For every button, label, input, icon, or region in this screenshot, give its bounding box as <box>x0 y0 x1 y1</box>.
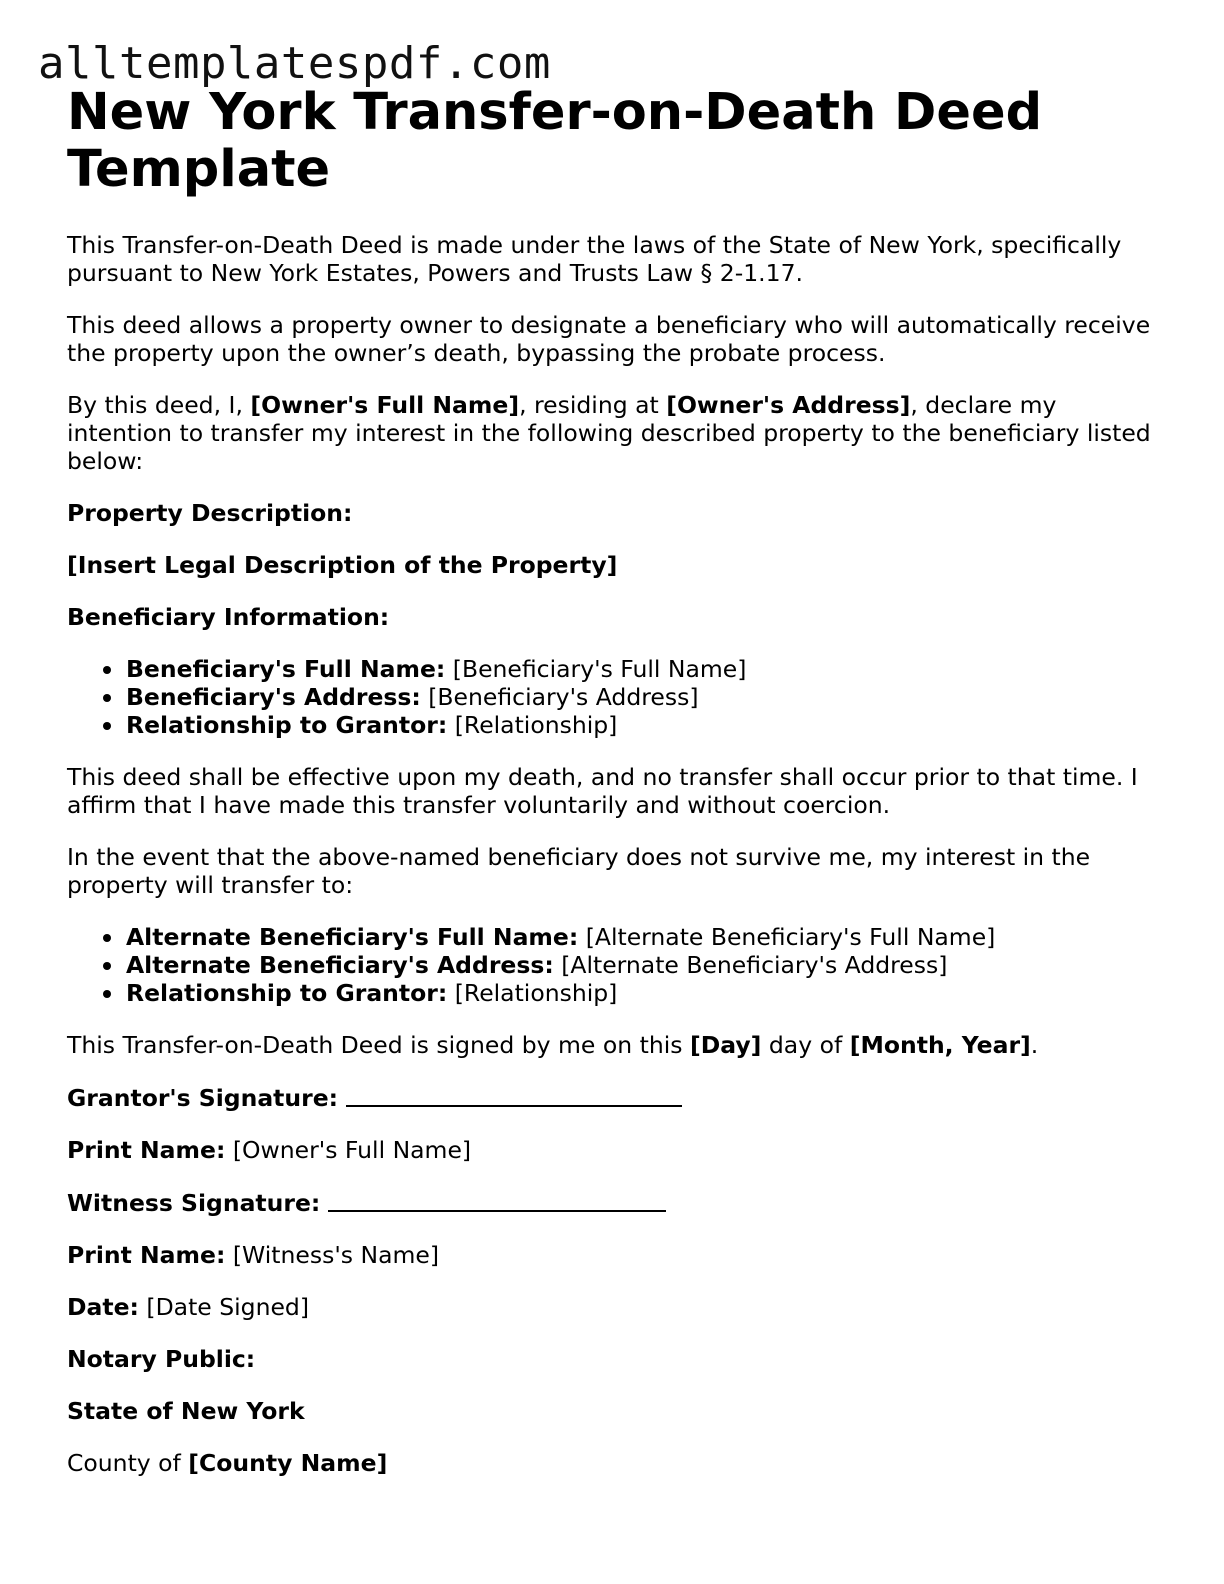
field-label: Beneficiary's Full Name: <box>126 655 446 683</box>
notary-heading: Notary Public: <box>67 1345 256 1373</box>
grantor-signature-label: Grantor's Signature: <box>67 1084 339 1112</box>
print-name-value: [Witness's Name] <box>225 1241 439 1269</box>
owner-address-placeholder: [Owner's Address] <box>666 391 911 419</box>
property-heading: Property Description: <box>67 499 353 527</box>
field-value: [Relationship] <box>447 711 618 739</box>
list-item <box>126 655 1157 683</box>
field-value: [Alternate Beneficiary's Full Name] <box>578 923 996 951</box>
intro-paragraph: This Transfer-on-Death Deed is made under the laws of the State of New York, specifically pursuant to New York Estates, Powers and Trusts Law § 2-1.17. <box>67 231 1122 287</box>
beneficiary-heading: Beneficiary Information: <box>67 603 390 631</box>
print-name-value: [Owner's Full Name] <box>225 1136 472 1164</box>
field-label: Relationship to Grantor: <box>126 979 448 1007</box>
field-label: Alternate Beneficiary's Address: <box>126 951 554 979</box>
alternate-intro-paragraph: In the event that the above-named beneficiary does not survive me, my interest in the property will transfer to: <box>67 843 1091 899</box>
effective-paragraph: This deed shall be effective upon my death, and no transfer shall occur prior to that time. I affirm that I have made this transfer voluntarily and without coercion. <box>67 763 1138 819</box>
owner-name-placeholder: [Owner's Full Name] <box>250 391 520 419</box>
witness-print-name-row <box>67 1241 1157 1269</box>
county-prefix: County of <box>67 1449 189 1477</box>
declaration-paragraph <box>67 391 1157 475</box>
state-heading: State of New York <box>67 1397 305 1425</box>
field-value: [Beneficiary's Full Name] <box>445 655 747 683</box>
field-value: [Relationship] <box>447 979 618 1007</box>
month-year-placeholder: [Month, Year] <box>849 1031 1031 1059</box>
declaration-text-2: , residing at <box>519 391 667 419</box>
grantor-signature-row <box>67 1083 1157 1112</box>
print-name-label: Print Name: <box>67 1241 226 1269</box>
beneficiary-list <box>67 655 1157 739</box>
property-placeholder: [Insert Legal Description of the Property] <box>67 551 618 579</box>
grantor-signature-line[interactable] <box>346 1083 682 1107</box>
witness-signature-label: Witness Signature: <box>67 1189 321 1217</box>
list-item <box>126 979 1157 1007</box>
county-placeholder: [County Name] <box>188 1449 388 1477</box>
print-name-label: Print Name: <box>67 1136 226 1164</box>
county-row <box>67 1449 1157 1477</box>
field-label: Alternate Beneficiary's Full Name: <box>126 923 579 951</box>
field-value: [Beneficiary's Address] <box>420 683 699 711</box>
witness-signature-line[interactable] <box>328 1188 666 1212</box>
list-item <box>126 683 1157 711</box>
witness-signature-row <box>67 1188 1157 1217</box>
day-placeholder: [Day] <box>689 1031 762 1059</box>
field-label: Beneficiary's Address: <box>126 683 421 711</box>
field-label: Relationship to Grantor: <box>126 711 448 739</box>
declaration-text-1: By this deed, I, <box>67 391 251 419</box>
date-label: Date: <box>67 1293 139 1321</box>
document-body <box>67 84 1157 1501</box>
date-row <box>67 1293 1157 1321</box>
field-value: [Alternate Beneficiary's Address] <box>553 951 948 979</box>
list-item <box>126 951 1157 979</box>
purpose-paragraph: This deed allows a property owner to designate a beneficiary who will automatically receive the property upon the owner’s death, bypassing the probate process. <box>67 311 1151 367</box>
alternate-beneficiary-list <box>67 923 1157 1007</box>
list-item <box>126 711 1157 739</box>
page-title: New York Transfer-on-Death Deed Template <box>67 83 1043 199</box>
declaration-text-3: , declare my intention to transfer my interest in the following described property to the beneficiary listed below: <box>67 391 1151 475</box>
signing-date-paragraph: This Transfer-on-Death Deed is signed by me on this [Day] day of [Month, Year]. <box>67 1031 1039 1059</box>
watermark: alltemplatespdf.com <box>38 38 551 89</box>
date-value: [Date Signed] <box>138 1293 310 1321</box>
list-item <box>126 923 1157 951</box>
grantor-print-name-row <box>67 1136 1157 1164</box>
